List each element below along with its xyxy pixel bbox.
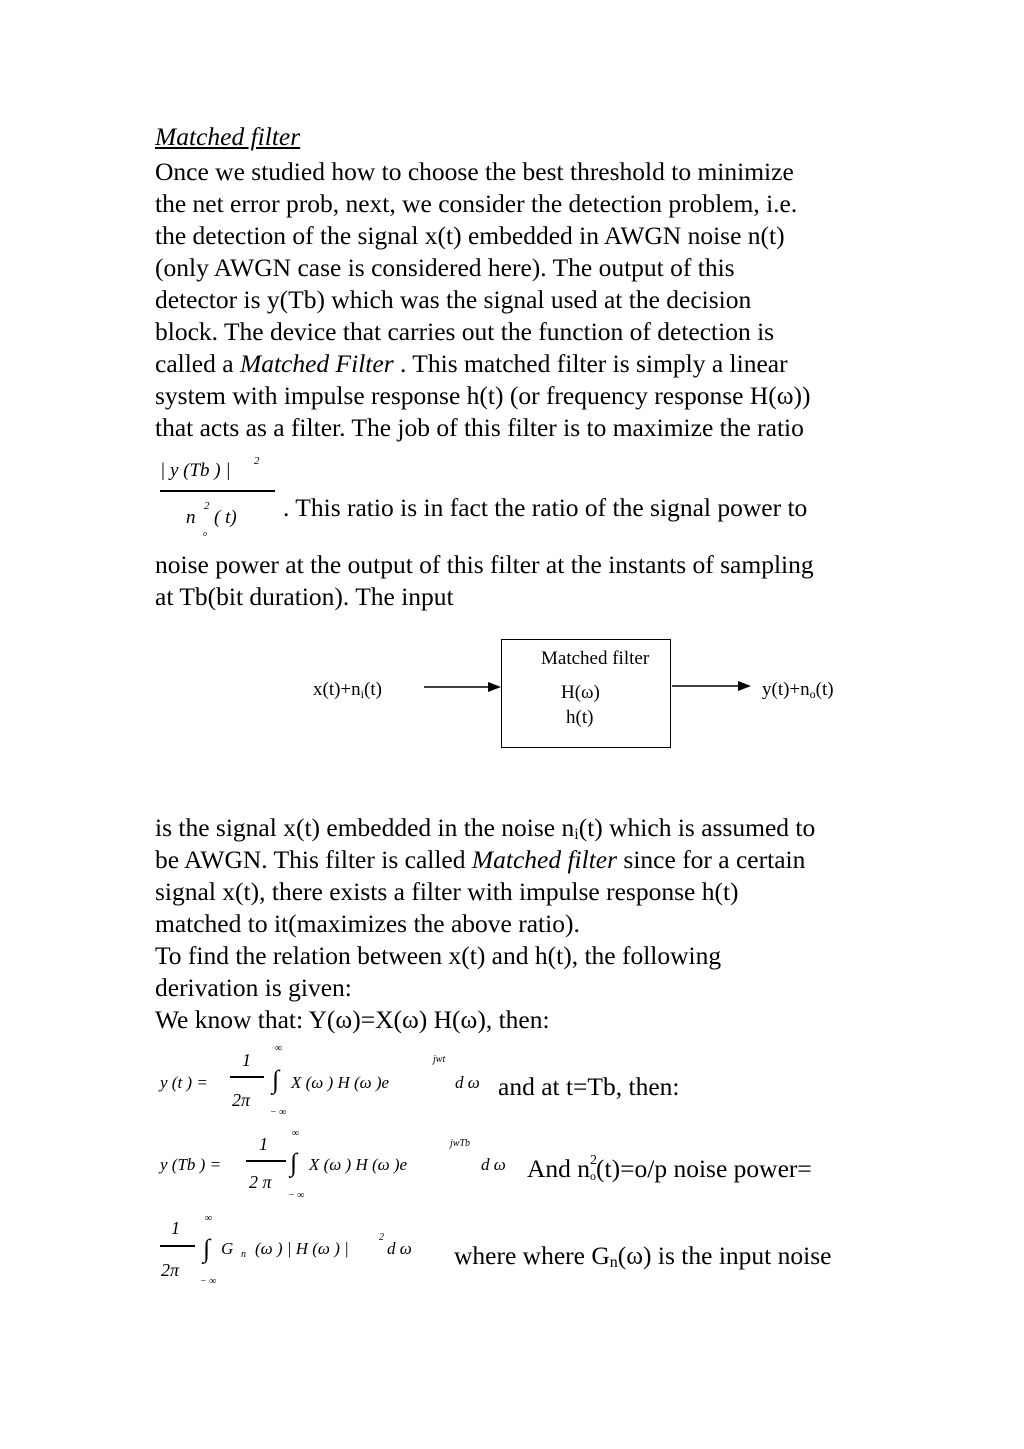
- fraction-bar: [160, 490, 275, 492]
- fraction-bar: [230, 1076, 264, 1078]
- matched-filter-emphasis: Matched Filter: [239, 349, 394, 378]
- eq2-trailing-text: [527, 1153, 812, 1192]
- eq3-exponent: 2: [379, 1232, 384, 1243]
- integral-sign: ∫: [272, 1065, 280, 1094]
- eq2-integrand: X (ω ) H (ω )e: [309, 1155, 408, 1174]
- text-fragment: And n: [527, 1154, 591, 1183]
- input-arrow-icon: [424, 680, 502, 694]
- diagram-input-label: [313, 679, 382, 702]
- section-title: Matched filter: [155, 122, 301, 151]
- ratio-denominator-n: n: [186, 507, 196, 528]
- eq1-lower-limit: − ∞: [270, 1107, 287, 1118]
- text-fragment: where where G: [454, 1241, 610, 1270]
- text-fragment: is the signal x(t) embedded in the noise n: [155, 813, 575, 842]
- text-line: the detection of the signal x(t) embedded in AWGN noise n(t): [155, 221, 785, 250]
- text-line: [155, 348, 885, 380]
- eq2-upper-limit: ∞: [292, 1128, 300, 1139]
- fraction-bar: [160, 1245, 195, 1247]
- eq2-frac-den: 2 π: [249, 1172, 272, 1192]
- matched-filter-emphasis: Matched filter: [471, 845, 618, 874]
- eq3-lower-limit: − ∞: [200, 1276, 217, 1287]
- diagram-output-label: [762, 679, 834, 702]
- eq3-upper-limit: ∞: [205, 1213, 213, 1224]
- paragraph-noise-power: [155, 549, 885, 613]
- text-line: signal x(t), there exists a filter with impulse response h(t): [155, 877, 739, 906]
- text-line: at Tb(bit duration). The input: [155, 582, 454, 611]
- output-label-subscript: o: [809, 687, 816, 701]
- text-fragment: be AWGN. This filter is called: [155, 845, 472, 874]
- ratio-numerator: | y (Tb ) |: [160, 460, 231, 481]
- text-line: noise power at the output of this filter at the instants of sampling: [155, 550, 814, 579]
- integral-sign: ∫: [203, 1234, 211, 1263]
- text-line: system with impulse response h(t) (or frequency response H(ω)): [155, 381, 811, 410]
- eq1-frac-den: 2π: [232, 1090, 251, 1110]
- eq3-trailing-text: [454, 1240, 831, 1279]
- paragraph-matched-filter-explanation: [155, 812, 885, 1036]
- ratio-numerator-exponent: 2: [254, 455, 260, 467]
- eq2-frac-num: 1: [259, 1134, 268, 1154]
- text-line: detector is y(Tb) which was the signal used at the decision: [155, 285, 752, 314]
- eq3-frac-den: 2π: [161, 1260, 180, 1280]
- input-label-end: (t): [364, 679, 382, 700]
- eq2-differential: d ω: [481, 1155, 506, 1174]
- eq1-upper-limit: ∞: [275, 1043, 283, 1054]
- fraction-bar: [246, 1160, 286, 1162]
- text-line: We know that: Y(ω)=X(ω) H(ω), then:: [155, 1005, 550, 1034]
- text-line: (only AWGN case is considered here). The output of this: [155, 253, 735, 282]
- text-fragment: since for a certain: [617, 845, 806, 874]
- text-line: [155, 844, 885, 876]
- eq1-integrand: X (ω ) H (ω )e: [291, 1073, 390, 1092]
- eq2-exponent: jwTb: [450, 1138, 471, 1149]
- eq1-exponent: jwt: [433, 1054, 446, 1065]
- output-label-end: (t): [815, 679, 834, 700]
- text-fragment: (ω) is the input noise: [617, 1241, 832, 1270]
- input-label-main: x(t)+n: [313, 679, 361, 700]
- eq1-differential: d ω: [455, 1073, 480, 1092]
- text-line: matched to it(maximizes the above ratio).: [155, 909, 580, 938]
- text-line: Once we studied how to choose the best threshold to minimize: [155, 157, 794, 186]
- text-line: the net error prob, next, we consider the detection problem, i.e.: [155, 189, 798, 218]
- input-label-subscript: i: [360, 687, 364, 701]
- text-line: derivation is given:: [155, 973, 352, 1002]
- paragraph-intro: [155, 156, 885, 444]
- ratio-denominator-arg: ( t): [214, 507, 237, 528]
- ratio-denominator-exponent: 2: [204, 500, 210, 512]
- eq1-frac-num: 1: [242, 1050, 251, 1070]
- eq1-trailing-text: and at t=Tb, then:: [498, 1072, 680, 1101]
- eq2-lhs: y (Tb ) =: [160, 1155, 222, 1174]
- text-line: block. The device that carries out the function of detection is: [155, 317, 775, 346]
- output-label-main: y(t)+n: [762, 679, 810, 700]
- ratio-denominator-subscript: o: [203, 529, 207, 538]
- text-line: [155, 812, 885, 844]
- box-impulse-response: h(t): [566, 707, 594, 728]
- integral-sign: ∫: [290, 1148, 298, 1177]
- subscript: i: [574, 826, 579, 843]
- text-line: To find the relation between x(t) and h(t), the following: [155, 941, 722, 970]
- eq1-lhs: y (t ) =: [160, 1073, 208, 1092]
- superscript: 2: [590, 1153, 598, 1168]
- output-arrow-icon: [672, 679, 752, 693]
- box-title: Matched filter: [541, 648, 650, 669]
- text-fragment: . This matched filter is simply a linear: [393, 349, 788, 378]
- eq3-integrand-g-subscript: n: [241, 1249, 246, 1260]
- subscript: n: [609, 1254, 618, 1271]
- text-fragment: called a: [155, 349, 240, 378]
- box-frequency-response: H(ω): [561, 682, 600, 703]
- text-line: that acts as a filter. The job of this filter is to maximize the ratio: [155, 413, 804, 442]
- eq3-integrand-rest: (ω ) | H (ω ) |: [255, 1239, 349, 1258]
- eq3-integrand-g: G: [221, 1239, 234, 1258]
- ratio-trailing-text: . This ratio is in fact the ratio of the signal power to: [283, 493, 808, 522]
- eq3-differential: d ω: [387, 1239, 412, 1258]
- eq3-frac-num: 1: [171, 1218, 180, 1238]
- text-fragment: (t) which is assumed to: [578, 813, 816, 842]
- subscript: o: [590, 1169, 597, 1183]
- eq2-lower-limit: − ∞: [288, 1190, 305, 1201]
- text-fragment: (t)=o/p noise power=: [596, 1154, 812, 1183]
